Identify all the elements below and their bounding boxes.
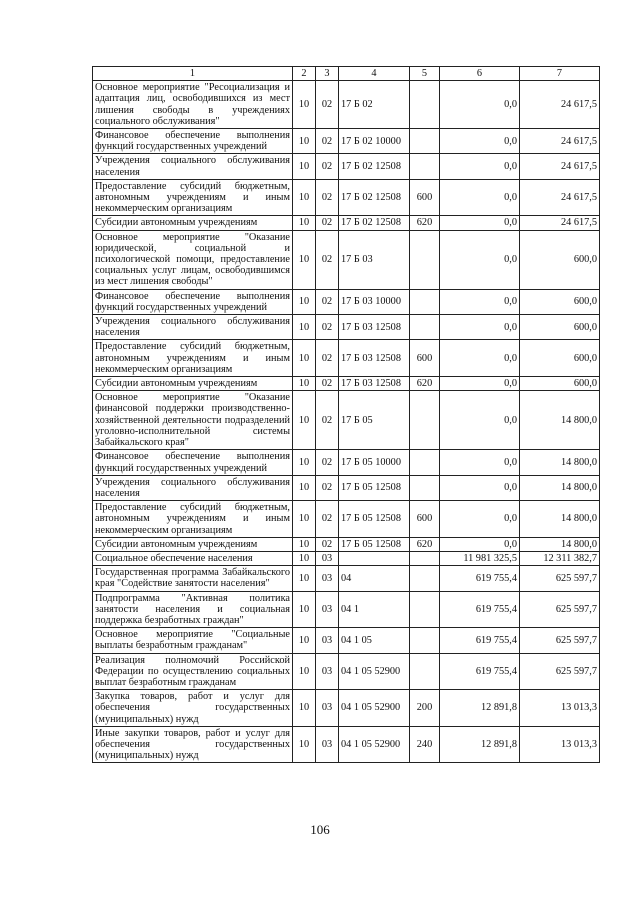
- row-expense-type-cell: [410, 653, 440, 690]
- row-section-cell: 10: [293, 377, 316, 391]
- table-body: [93, 81, 600, 763]
- row-expense-type-cell: 620: [410, 377, 440, 391]
- row-subsection-cell: 02: [316, 391, 339, 450]
- row-target-item-cell: 17 Б 02 10000: [339, 129, 410, 154]
- table-row: [93, 628, 600, 653]
- row-target-item-cell: 17 Б 05: [339, 391, 410, 450]
- row-amount-col7-cell: 24 617,5: [520, 216, 600, 230]
- row-target-item-cell: 17 Б 03 12508: [339, 340, 410, 377]
- row-section-cell: 10: [293, 628, 316, 653]
- table-row: [93, 230, 600, 289]
- row-subsection-cell: 02: [316, 216, 339, 230]
- row-subsection-cell: 03: [316, 591, 339, 628]
- row-section-cell: 10: [293, 81, 316, 129]
- row-amount-col7-cell: 625 597,7: [520, 591, 600, 628]
- row-target-item-cell: 17 Б 05 12508: [339, 475, 410, 500]
- row-target-item-cell: 04: [339, 566, 410, 591]
- row-section-cell: 10: [293, 315, 316, 340]
- row-subsection-cell: 02: [316, 289, 339, 314]
- row-amount-col6-cell: 619 755,4: [440, 628, 520, 653]
- row-subsection-cell: 02: [316, 450, 339, 475]
- row-section-cell: 10: [293, 726, 316, 763]
- row-target-item-cell: 17 Б 03 12508: [339, 377, 410, 391]
- table-row: [93, 566, 600, 591]
- row-expense-type-cell: [410, 628, 440, 653]
- row-amount-col6-cell: 0,0: [440, 315, 520, 340]
- row-amount-col6-cell: 12 891,8: [440, 726, 520, 763]
- row-amount-col7-cell: 24 617,5: [520, 179, 600, 216]
- row-target-item-cell: 17 Б 05 10000: [339, 450, 410, 475]
- row-expense-type-cell: [410, 129, 440, 154]
- row-target-item-cell: 17 Б 03 12508: [339, 315, 410, 340]
- row-subsection-cell: 03: [316, 653, 339, 690]
- row-amount-col7-cell: 600,0: [520, 230, 600, 289]
- table-row: [93, 726, 600, 763]
- row-amount-col6-cell: 0,0: [440, 129, 520, 154]
- row-name-cell: Иные закупки товаров, работ и услуг для обеспечения государственных (муниципальных) нужд: [93, 726, 293, 763]
- row-amount-col7-cell: 24 617,5: [520, 81, 600, 129]
- table-row: [93, 690, 600, 727]
- header-col-6: 6: [440, 67, 520, 81]
- table-row: [93, 653, 600, 690]
- row-amount-col6-cell: 0,0: [440, 154, 520, 179]
- table-row: [93, 289, 600, 314]
- row-amount-col7-cell: 14 800,0: [520, 450, 600, 475]
- row-amount-col6-cell: 619 755,4: [440, 653, 520, 690]
- row-amount-col6-cell: 0,0: [440, 391, 520, 450]
- row-amount-col7-cell: 14 800,0: [520, 475, 600, 500]
- table-row: [93, 537, 600, 551]
- row-target-item-cell: 04 1 05: [339, 628, 410, 653]
- row-expense-type-cell: [410, 551, 440, 565]
- row-name-cell: Основное мероприятие "Ресоциализация и адаптация лиц, освободившихся из мест лишения свободы в учреждениях социального обслуживания": [93, 81, 293, 129]
- row-section-cell: 10: [293, 340, 316, 377]
- row-amount-col6-cell: 0,0: [440, 475, 520, 500]
- row-amount-col6-cell: 0,0: [440, 230, 520, 289]
- row-amount-col7-cell: 12 311 382,7: [520, 551, 600, 565]
- row-name-cell: Реализация полномочий Российской Федерации по осуществлению социальных выплат безработным гражданам: [93, 653, 293, 690]
- row-amount-col7-cell: 625 597,7: [520, 628, 600, 653]
- row-section-cell: 10: [293, 551, 316, 565]
- row-section-cell: 10: [293, 154, 316, 179]
- table-row: [93, 551, 600, 565]
- table-row: [93, 391, 600, 450]
- row-target-item-cell: 04 1: [339, 591, 410, 628]
- row-amount-col7-cell: 14 800,0: [520, 391, 600, 450]
- row-expense-type-cell: 600: [410, 340, 440, 377]
- row-subsection-cell: 03: [316, 566, 339, 591]
- row-name-cell: Субсидии автономным учреждениям: [93, 537, 293, 551]
- row-section-cell: 10: [293, 475, 316, 500]
- budget-table: [92, 66, 600, 763]
- row-expense-type-cell: [410, 591, 440, 628]
- row-name-cell: Предоставление субсидий бюджетным, автономным учреждениям и иным некоммерческим организациям: [93, 501, 293, 538]
- row-expense-type-cell: [410, 566, 440, 591]
- row-expense-type-cell: [410, 154, 440, 179]
- row-expense-type-cell: [410, 315, 440, 340]
- header-col-7: 7: [520, 67, 600, 81]
- row-target-item-cell: 04 1 05 52900: [339, 653, 410, 690]
- table-row: [93, 340, 600, 377]
- row-section-cell: 10: [293, 653, 316, 690]
- row-expense-type-cell: 240: [410, 726, 440, 763]
- row-name-cell: Предоставление субсидий бюджетным, автономным учреждениям и иным некоммерческим организациям: [93, 179, 293, 216]
- row-amount-col7-cell: 600,0: [520, 315, 600, 340]
- row-subsection-cell: 02: [316, 129, 339, 154]
- row-section-cell: 10: [293, 391, 316, 450]
- table-row: [93, 591, 600, 628]
- row-target-item-cell: 04 1 05 52900: [339, 690, 410, 727]
- row-name-cell: Учреждения социального обслуживания населения: [93, 154, 293, 179]
- row-target-item-cell: [339, 551, 410, 565]
- row-name-cell: Социальное обеспечение населения: [93, 551, 293, 565]
- row-subsection-cell: 02: [316, 501, 339, 538]
- table-row: [93, 129, 600, 154]
- table-row: [93, 154, 600, 179]
- row-target-item-cell: 17 Б 05 12508: [339, 501, 410, 538]
- row-section-cell: 10: [293, 566, 316, 591]
- table-row: [93, 216, 600, 230]
- row-amount-col6-cell: 619 755,4: [440, 591, 520, 628]
- row-subsection-cell: 02: [316, 179, 339, 216]
- row-section-cell: 10: [293, 450, 316, 475]
- row-expense-type-cell: 600: [410, 501, 440, 538]
- row-amount-col7-cell: 13 013,3: [520, 690, 600, 727]
- table-row: [93, 81, 600, 129]
- row-amount-col7-cell: 600,0: [520, 377, 600, 391]
- row-name-cell: Основное мероприятие "Социальные выплаты безработным гражданам": [93, 628, 293, 653]
- header-col-4: 4: [339, 67, 410, 81]
- row-section-cell: 10: [293, 537, 316, 551]
- table-row: [93, 377, 600, 391]
- row-target-item-cell: 17 Б 02: [339, 81, 410, 129]
- row-subsection-cell: 02: [316, 154, 339, 179]
- row-expense-type-cell: 200: [410, 690, 440, 727]
- row-target-item-cell: 17 Б 02 12508: [339, 216, 410, 230]
- row-subsection-cell: 03: [316, 690, 339, 727]
- header-col-5: 5: [410, 67, 440, 81]
- table-row: [93, 315, 600, 340]
- row-amount-col6-cell: 0,0: [440, 340, 520, 377]
- row-expense-type-cell: 620: [410, 216, 440, 230]
- header-col-3: 3: [316, 67, 339, 81]
- row-name-cell: Подпрограмма "Активная политика занятости населения и социальная поддержка безработных граждан": [93, 591, 293, 628]
- row-subsection-cell: 03: [316, 551, 339, 565]
- row-expense-type-cell: [410, 475, 440, 500]
- row-amount-col6-cell: 0,0: [440, 450, 520, 475]
- row-amount-col7-cell: 24 617,5: [520, 129, 600, 154]
- row-name-cell: Основное мероприятие "Оказание юридической, социальной и психологической помощи, предоставление социальных услуг лицам, освободившимся из мест лишения свободы": [93, 230, 293, 289]
- row-subsection-cell: 02: [316, 81, 339, 129]
- row-section-cell: 10: [293, 230, 316, 289]
- row-amount-col6-cell: 0,0: [440, 81, 520, 129]
- row-amount-col7-cell: 600,0: [520, 340, 600, 377]
- table-row: [93, 501, 600, 538]
- row-amount-col6-cell: 11 981 325,5: [440, 551, 520, 565]
- row-target-item-cell: 17 Б 03 10000: [339, 289, 410, 314]
- row-subsection-cell: 03: [316, 628, 339, 653]
- row-amount-col6-cell: 0,0: [440, 179, 520, 216]
- row-subsection-cell: 02: [316, 230, 339, 289]
- row-amount-col6-cell: 12 891,8: [440, 690, 520, 727]
- row-amount-col6-cell: 0,0: [440, 289, 520, 314]
- row-subsection-cell: 02: [316, 377, 339, 391]
- row-amount-col6-cell: 0,0: [440, 537, 520, 551]
- row-amount-col7-cell: 625 597,7: [520, 566, 600, 591]
- row-name-cell: Предоставление субсидий бюджетным, автономным учреждениям и иным некоммерческим организациям: [93, 340, 293, 377]
- row-section-cell: 10: [293, 591, 316, 628]
- row-section-cell: 10: [293, 690, 316, 727]
- row-section-cell: 10: [293, 289, 316, 314]
- row-target-item-cell: 17 Б 05 12508: [339, 537, 410, 551]
- row-name-cell: Учреждения социального обслуживания населения: [93, 475, 293, 500]
- row-name-cell: Государственная программа Забайкальского края "Содействие занятости населения": [93, 566, 293, 591]
- row-name-cell: Учреждения социального обслуживания населения: [93, 315, 293, 340]
- row-subsection-cell: 02: [316, 475, 339, 500]
- row-amount-col7-cell: 13 013,3: [520, 726, 600, 763]
- row-name-cell: Субсидии автономным учреждениям: [93, 377, 293, 391]
- row-subsection-cell: 03: [316, 726, 339, 763]
- row-name-cell: Субсидии автономным учреждениям: [93, 216, 293, 230]
- row-amount-col7-cell: 14 800,0: [520, 537, 600, 551]
- row-target-item-cell: 17 Б 02 12508: [339, 154, 410, 179]
- row-name-cell: Закупка товаров, работ и услуг для обеспечения государственных (муниципальных) нужд: [93, 690, 293, 727]
- table-header-row: [93, 67, 600, 81]
- row-amount-col6-cell: 0,0: [440, 216, 520, 230]
- row-expense-type-cell: [410, 450, 440, 475]
- row-expense-type-cell: [410, 289, 440, 314]
- row-subsection-cell: 02: [316, 315, 339, 340]
- row-subsection-cell: 02: [316, 340, 339, 377]
- header-col-1: 1: [93, 67, 293, 81]
- row-amount-col7-cell: 625 597,7: [520, 653, 600, 690]
- row-name-cell: Финансовое обеспечение выполнения функций государственных учреждений: [93, 129, 293, 154]
- row-amount-col7-cell: 600,0: [520, 289, 600, 314]
- row-section-cell: 10: [293, 216, 316, 230]
- table-row: [93, 475, 600, 500]
- row-expense-type-cell: [410, 391, 440, 450]
- row-target-item-cell: 04 1 05 52900: [339, 726, 410, 763]
- row-expense-type-cell: [410, 81, 440, 129]
- row-section-cell: 10: [293, 501, 316, 538]
- table-row: [93, 450, 600, 475]
- row-section-cell: 10: [293, 129, 316, 154]
- row-name-cell: Основное мероприятие "Оказание финансовой поддержки производственно-хозяйственной деятельности подразделений уголовно-исполнительной системы Забайкальского края": [93, 391, 293, 450]
- row-name-cell: Финансовое обеспечение выполнения функций государственных учреждений: [93, 289, 293, 314]
- row-amount-col7-cell: 14 800,0: [520, 501, 600, 538]
- row-expense-type-cell: 620: [410, 537, 440, 551]
- row-name-cell: Финансовое обеспечение выполнения функций государственных учреждений: [93, 450, 293, 475]
- row-amount-col7-cell: 24 617,5: [520, 154, 600, 179]
- row-amount-col6-cell: 0,0: [440, 501, 520, 538]
- row-target-item-cell: 17 Б 02 12508: [339, 179, 410, 216]
- table-row: [93, 179, 600, 216]
- row-target-item-cell: 17 Б 03: [339, 230, 410, 289]
- row-amount-col6-cell: 619 755,4: [440, 566, 520, 591]
- page-number: 106: [310, 822, 330, 837]
- row-amount-col6-cell: 0,0: [440, 377, 520, 391]
- row-expense-type-cell: 600: [410, 179, 440, 216]
- row-subsection-cell: 02: [316, 537, 339, 551]
- row-section-cell: 10: [293, 179, 316, 216]
- row-expense-type-cell: [410, 230, 440, 289]
- header-col-2: 2: [293, 67, 316, 81]
